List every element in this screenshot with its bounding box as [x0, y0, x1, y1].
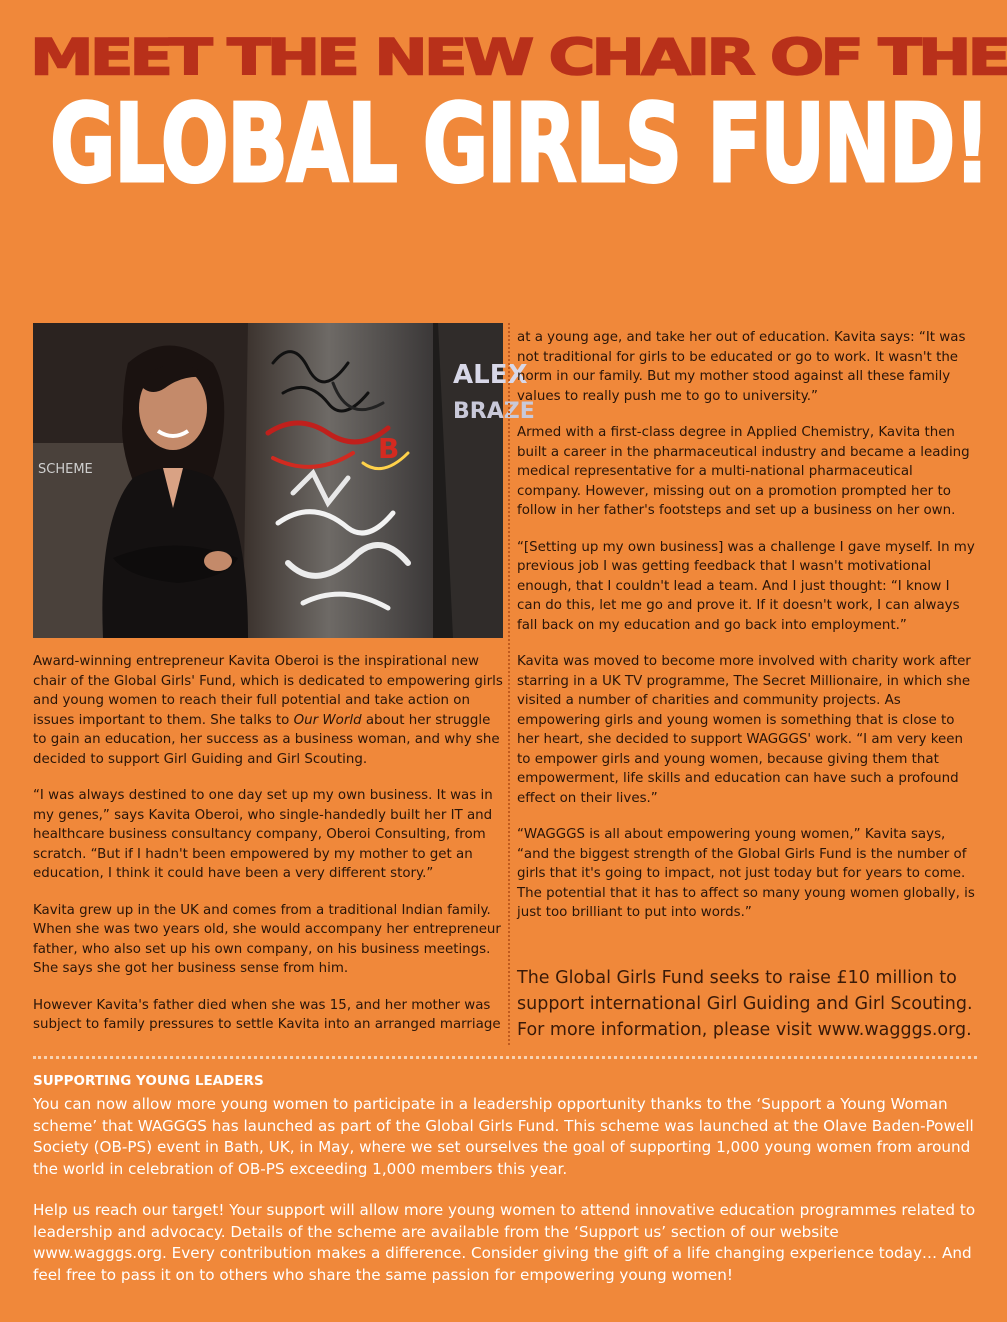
graffiti-b: B: [378, 432, 400, 465]
paragraph-education: at a young age, and take her out of education. Kavita says: “It was not traditional for girls to be educated or go to work. It wasn't the norm in our family. But my mother stood against all these family values to really push me to go to university.”: [517, 330, 966, 404]
supporting-heading: SUPPORTING YOUNG LEADERS: [33, 1073, 264, 1089]
paragraph-genes: “I was always destined to one day set up my own business. It was in my genes,” says Kavita Oberoi, who single-handedly built her IT and healthcare business consultancy company, Oberoi Consulting, from scratch. “But if I hadn't been empowered by my mother to get an education, I think it could have been a very different story.”: [33, 788, 493, 881]
fundraising-callout: The Global Girls Fund seeks to raise £10 million to support international Girl Guiding and Girl Scouting. For more information, please visit www.wagggs.org.: [517, 968, 973, 1040]
portrait-photo: [33, 323, 535, 638]
graffiti-scheme: SCHEME: [38, 462, 93, 477]
headline-title: GLOBAL GIRLS FUND!: [50, 82, 989, 207]
intro-paragraph: [33, 652, 503, 769]
paragraph-family: Kavita grew up in the UK and comes from a traditional Indian family. When she was two years old, she would accompany her entrepreneur father, who also set up his own company, on his business meetings. She says she got her business sense from him.: [33, 902, 501, 976]
section-divider: [33, 1056, 977, 1059]
paragraph-father: However Kavita's father died when she was 15, and her mother was subject to family pressures to settle Kavita into an arranged marriage: [33, 997, 501, 1032]
paragraph-wagggs: “WAGGGS is all about empowering young women,” Kavita says, “and the biggest strength of the Global Girls Fund is the number of girls that it's going to impact, not just today but for years to come. The potential that it has to affect so many young women globally, is just too brilliant to put into words.”: [517, 827, 975, 920]
paragraph-career: Armed with a first-class degree in Applied Chemistry, Kavita then built a career in the pharmaceutical industry and became a leading medical representative for a multi-national pharmaceutical company. However, missing out on a promotion prompted her to follow in her father's footsteps and set up a business on her own.: [517, 425, 970, 518]
column-divider: [508, 323, 510, 1045]
paragraph-charity: Kavita was moved to become more involved with charity work after starring in a UK TV programme, The Secret Millionaire, in which she visited a number of charities and community projects. As empowering girls and young women is something that is close to her heart, she decided to support WAGGGS' work. “I am very keen to empower girls and young women, because giving them that empowerment, life skills and education can have such a profound effect on their lives.”: [517, 654, 971, 806]
supporting-section: [33, 1094, 977, 1306]
graffiti-alex: ALEX: [453, 360, 528, 390]
paragraph-challenge: “[Setting up my own business] was a challenge I gave myself. In my previous job I was getting feedback that I wasn't motivational enough, that I couldn't lead a team. And I just thought: “I know I can do this, let me go and prove it. If it doesn't work, I can always fall back on my education and go back into employment.”: [517, 539, 975, 633]
right-column: [517, 328, 975, 940]
supporting-paragraph-2: Help us reach our target! Your support will allow more young women to attend innovative education programmes related to leadership and advocacy. Details of the scheme are available from the ‘Support us’ section of our website www.wagggs.org. Every contribution makes a difference. Consider giving the gift of a life changing experience today… And feel free to pass it on to others who share the same passion for empowering young women!: [33, 1201, 976, 1284]
supporting-paragraph-1: You can now allow more young women to participate in a leadership opportunity thanks to the ‘Support a Young Woman scheme’ that WAGGGS has launched as part of the Global Girls Fund. This scheme was launched at the Olave Baden-Powell Society (OB-PS) event in Bath, UK, in May, where we set ourselves the goal of supporting 1,000 young women from around the world in celebration of OB-PS exceeding 1,000 members this year.: [33, 1095, 974, 1178]
headline-kicker: MEET THE NEW CHAIR OF THE: [30, 29, 1007, 87]
graffiti-braze: BRAZE: [453, 399, 535, 424]
intro-text-1: Award-winning entrepreneur Kavita Oberoi is the inspirational new chair of the Global Girls' Fund, which is dedicated to empowering girls and young women to reach their full potential and take action on issues important to them. She talks to: [33, 654, 503, 728]
magazine-title: Our World: [293, 712, 362, 728]
intro-text-2: about her struggle to gain an education, her success as a business woman, and why she decided to support Girl Guiding and Girl Scouting.: [33, 712, 500, 767]
left-column: [33, 652, 503, 1052]
portrait-illustration: [33, 323, 535, 638]
